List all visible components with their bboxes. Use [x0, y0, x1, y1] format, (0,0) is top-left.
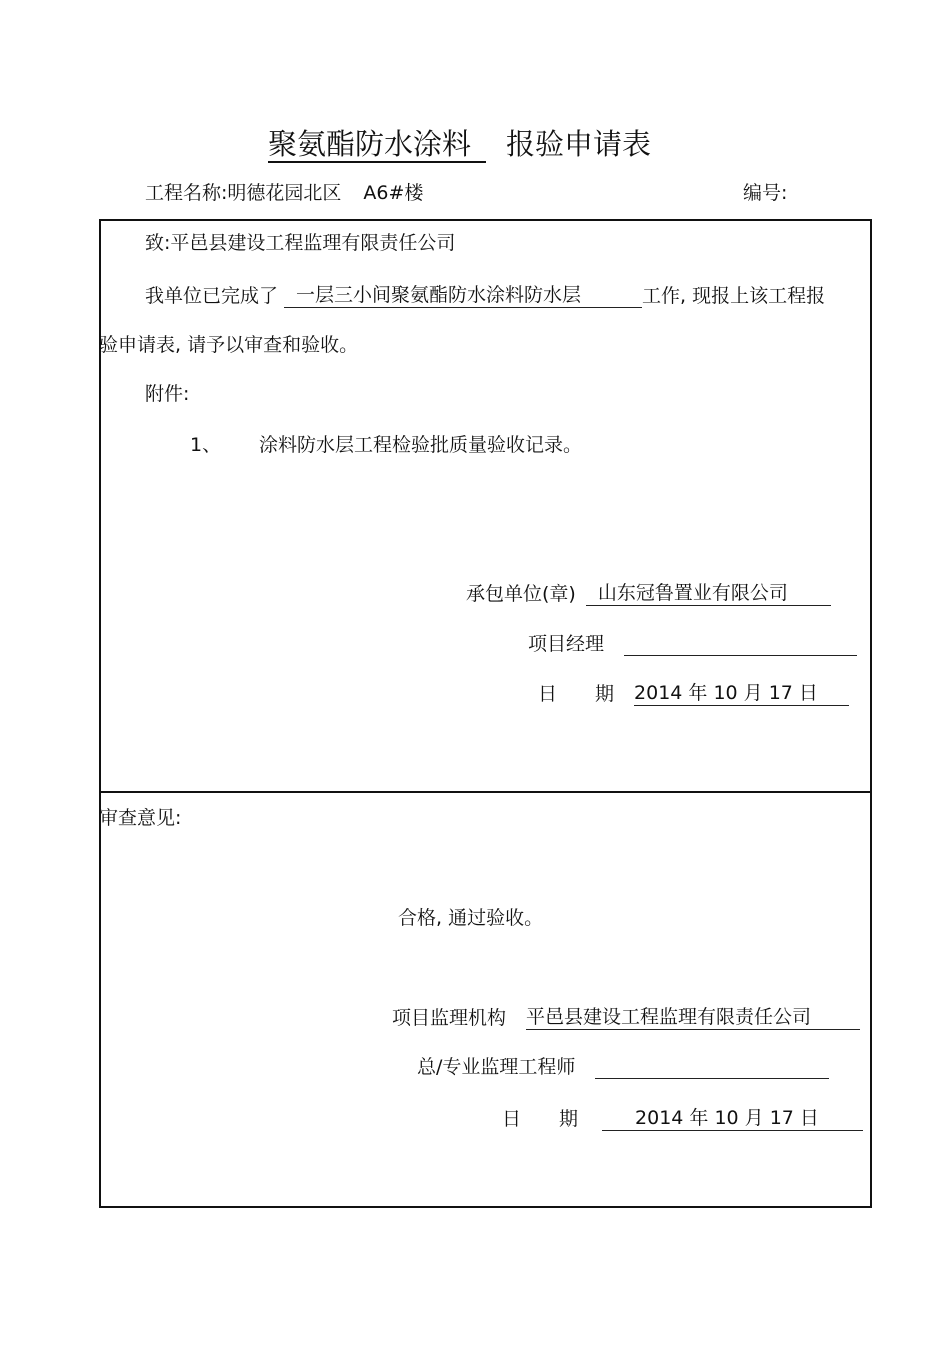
manager-line — [528, 632, 857, 656]
review-opinion-text: 合格, 通过验收。 — [398, 907, 544, 929]
completed-work-field: 一层三小间聚氨酯防水涂料防水层 — [284, 283, 642, 308]
contractor-label: 承包单位(章) — [466, 583, 576, 605]
attachment-label: 附件: — [145, 383, 190, 405]
page-title — [268, 124, 651, 164]
review-date-label: 日 期 — [502, 1108, 579, 1130]
completed-work-line — [145, 283, 825, 308]
agency-line — [392, 1005, 860, 1030]
application-date-field: 2014 年 10 月 17 日 — [634, 681, 849, 706]
title-rest: 报验申请表 — [506, 127, 652, 161]
serial-number-label: 编号: — [743, 182, 788, 204]
engineer-line — [417, 1055, 829, 1079]
review-date-line — [502, 1106, 863, 1131]
engineer-label: 总/专业监理工程师 — [417, 1056, 576, 1078]
title-subject: 聚氨酯防水涂料 — [268, 127, 486, 163]
contractor-line — [466, 581, 831, 606]
project-name: 明德花园北区 — [227, 182, 342, 204]
application-date-line — [538, 681, 849, 706]
project-label: 工程名称: — [145, 182, 228, 204]
attachment-number: 1、 — [190, 434, 222, 456]
request-line: 验申请表, 请予以审查和验收。 — [99, 334, 359, 356]
application-date-label: 日 期 — [538, 683, 615, 705]
contractor-name-field: 山东冠鲁置业有限公司 — [586, 581, 831, 606]
completed-suffix: 工作, 现报上该工程报 — [642, 285, 826, 307]
manager-field — [624, 655, 857, 656]
attachment-item: 涂料防水层工程检验批质量验收记录。 — [259, 434, 583, 456]
manager-label: 项目经理 — [528, 633, 605, 655]
agency-label: 项目监理机构 — [392, 1007, 507, 1029]
engineer-field — [595, 1078, 829, 1079]
completed-prefix: 我单位已完成了 — [145, 285, 279, 307]
review-date-field: 2014 年 10 月 17 日 — [602, 1106, 863, 1131]
recipient-line: 致:平邑县建设工程监理有限责任公司 — [145, 232, 456, 254]
building-number: A6#楼 — [363, 182, 424, 204]
section-divider — [99, 791, 872, 793]
project-info-line — [145, 181, 423, 205]
review-opinion-label: 审查意见: — [99, 807, 182, 829]
agency-name-field: 平邑县建设工程监理有限责任公司 — [526, 1005, 860, 1030]
